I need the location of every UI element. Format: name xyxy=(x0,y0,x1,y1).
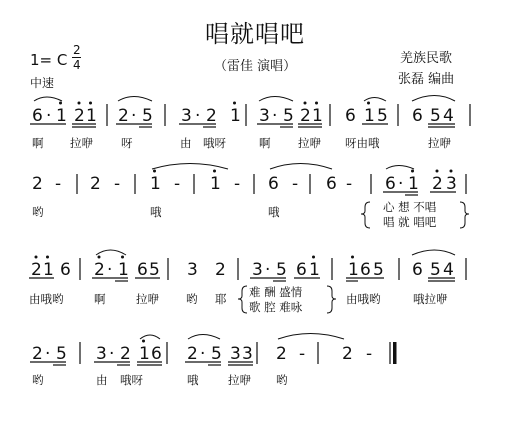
lyrics-1 xyxy=(32,136,451,150)
svg-text:1: 1 xyxy=(364,106,375,126)
svg-text:-: - xyxy=(174,174,181,194)
svg-text:6: 6 xyxy=(345,106,356,126)
svg-text:1: 1 xyxy=(210,174,221,194)
svg-text:6: 6 xyxy=(137,260,148,280)
lyric: 拉咿 xyxy=(136,292,159,306)
svg-text:3: 3 xyxy=(187,260,198,280)
svg-text:·: · xyxy=(398,174,404,194)
svg-text:2: 2 xyxy=(215,260,226,280)
svg-text:3: 3 xyxy=(181,106,192,126)
svg-text:2: 2 xyxy=(342,344,353,364)
svg-text:2: 2 xyxy=(187,344,198,364)
tempo-marking: 中速 xyxy=(30,76,55,90)
svg-text:2: 2 xyxy=(300,106,311,126)
svg-text:6: 6 xyxy=(32,106,43,126)
measure-10 xyxy=(210,170,240,195)
svg-text:1: 1 xyxy=(118,260,129,280)
svg-text:3: 3 xyxy=(259,106,270,126)
svg-text:4: 4 xyxy=(443,106,454,126)
svg-text:4: 4 xyxy=(443,260,454,280)
svg-text:1: 1 xyxy=(230,106,241,126)
measure-17 xyxy=(252,256,320,281)
svg-text:1: 1 xyxy=(309,260,320,280)
svg-text:-: - xyxy=(234,174,241,194)
svg-text:-: - xyxy=(292,174,299,194)
lyrics-4 xyxy=(32,373,288,387)
svg-text:2: 2 xyxy=(32,174,43,194)
svg-text:1: 1 xyxy=(312,106,323,126)
measure-5 xyxy=(345,102,388,127)
measure-13 xyxy=(385,170,457,195)
lyric: 拉咿 xyxy=(298,136,321,150)
svg-text:1: 1 xyxy=(43,260,54,280)
system-1 xyxy=(30,96,470,128)
svg-text:1: 1 xyxy=(348,260,359,280)
bracket-lyric: 难 酬 盛情 xyxy=(249,285,303,299)
time-signature-bottom: 4 xyxy=(73,58,81,72)
svg-text:·: · xyxy=(45,344,51,364)
measure-19 xyxy=(412,260,454,280)
key-signature: 1= C xyxy=(30,51,68,69)
lyric: 哦呀 xyxy=(203,136,226,150)
svg-text:5: 5 xyxy=(430,260,441,280)
measure-9 xyxy=(150,170,180,195)
bracket-lyric: 唱 就 唱吧 xyxy=(383,215,437,229)
measure-21 xyxy=(96,340,162,365)
lyric: 哟 xyxy=(186,292,198,306)
svg-text:2: 2 xyxy=(31,260,42,280)
lyric: 哦拉咿 xyxy=(413,292,448,306)
lyric: 拉咿 xyxy=(70,136,93,150)
svg-text:·: · xyxy=(107,260,113,280)
measure-15 xyxy=(94,256,160,281)
time-signature-top: 2 xyxy=(73,43,81,57)
lyric: 拉咿 xyxy=(428,136,451,150)
svg-text:·: · xyxy=(200,344,206,364)
svg-text:3: 3 xyxy=(96,344,107,364)
measure-4 xyxy=(259,102,323,127)
measure-3 xyxy=(181,102,241,127)
svg-text:2: 2 xyxy=(120,344,131,364)
measure-11 xyxy=(268,174,298,194)
svg-text:2: 2 xyxy=(74,106,85,126)
svg-text:-: - xyxy=(55,174,62,194)
measure-1 xyxy=(32,102,97,127)
performer-subtitle: （雷佳 演唱） xyxy=(214,59,297,74)
svg-text:6: 6 xyxy=(412,260,423,280)
composer-credit: 张磊 编曲 xyxy=(398,72,455,87)
measure-20 xyxy=(32,344,67,364)
svg-text:-: - xyxy=(346,174,353,194)
lyric: 由哦哟 xyxy=(29,292,64,306)
svg-text:2: 2 xyxy=(32,344,43,364)
svg-text:5: 5 xyxy=(149,260,160,280)
lyric: 啊 xyxy=(259,136,271,150)
measure-7 xyxy=(32,174,61,194)
origin-credit: 羌族民歌 xyxy=(400,51,453,66)
svg-text:2: 2 xyxy=(432,174,443,194)
svg-text:5: 5 xyxy=(142,106,153,126)
svg-text:5: 5 xyxy=(373,260,384,280)
svg-text:5: 5 xyxy=(283,106,294,126)
measure-14 xyxy=(31,256,71,281)
svg-text:-: - xyxy=(299,344,306,364)
svg-text:1: 1 xyxy=(56,106,67,126)
lyric: 哟 xyxy=(276,373,288,387)
system-4 xyxy=(30,334,397,366)
svg-text:·: · xyxy=(131,106,137,126)
lyric: 哦 xyxy=(268,205,280,219)
measure-24 xyxy=(342,344,372,364)
measure-12 xyxy=(326,174,352,194)
svg-text:1: 1 xyxy=(408,174,419,194)
svg-text:2: 2 xyxy=(118,106,129,126)
lyric: 由 xyxy=(96,373,108,387)
lyric: 哦 xyxy=(187,373,199,387)
lyric: 耶 xyxy=(215,292,227,306)
bracket-lyric: 歌 腔 难咏 xyxy=(249,300,303,314)
lyric: 哟 xyxy=(32,373,44,387)
svg-text:·: · xyxy=(109,344,115,364)
svg-text:6: 6 xyxy=(412,106,423,126)
svg-text:·: · xyxy=(195,106,201,126)
svg-text:3: 3 xyxy=(242,344,253,364)
svg-text:·: · xyxy=(265,260,271,280)
svg-text:6: 6 xyxy=(151,344,162,364)
measure-8 xyxy=(90,174,120,194)
svg-text:2: 2 xyxy=(206,106,217,126)
lyric: 啊 xyxy=(94,292,106,306)
lyric: 拉咿 xyxy=(228,373,251,387)
lyric: 由 xyxy=(180,136,192,150)
measure-16 xyxy=(187,260,226,280)
lyric: 哦 xyxy=(150,205,162,219)
lyric: 啊 xyxy=(32,136,44,150)
svg-text:5: 5 xyxy=(56,344,67,364)
lyric: 呀由哦 xyxy=(345,136,380,150)
svg-text:5: 5 xyxy=(211,344,222,364)
lyric: 哦呀 xyxy=(120,373,143,387)
svg-text:3: 3 xyxy=(252,260,263,280)
measure-23 xyxy=(276,344,305,364)
measure-2 xyxy=(118,106,153,126)
svg-text:3: 3 xyxy=(230,344,241,364)
svg-text:5: 5 xyxy=(276,260,287,280)
svg-text:6: 6 xyxy=(326,174,337,194)
measure-22 xyxy=(187,344,253,364)
lyric: 哟 xyxy=(32,205,44,219)
svg-text:2: 2 xyxy=(276,344,287,364)
svg-text:6: 6 xyxy=(360,260,371,280)
lyrics-2 xyxy=(32,200,437,229)
svg-text:-: - xyxy=(366,344,373,364)
svg-text:3: 3 xyxy=(446,174,457,194)
measure-18 xyxy=(348,256,384,281)
svg-text:6: 6 xyxy=(296,260,307,280)
svg-text:1: 1 xyxy=(86,106,97,126)
svg-text:5: 5 xyxy=(430,106,441,126)
song-title: 唱就唱吧 xyxy=(205,20,305,48)
bracket-lyric: 心 想 不唱 xyxy=(383,200,437,214)
svg-text:·: · xyxy=(272,106,278,126)
svg-text:6: 6 xyxy=(385,174,396,194)
svg-text:2: 2 xyxy=(94,260,105,280)
lyric: 呀 xyxy=(121,136,133,150)
measure-6 xyxy=(412,106,454,126)
svg-text:1: 1 xyxy=(150,174,161,194)
svg-text:2: 2 xyxy=(90,174,101,194)
svg-text:5: 5 xyxy=(377,106,388,126)
svg-text:·: · xyxy=(46,106,52,126)
svg-text:6: 6 xyxy=(60,260,71,280)
svg-text:-: - xyxy=(114,174,121,194)
svg-text:1: 1 xyxy=(139,344,150,364)
lyric: 由哦哟 xyxy=(346,292,381,306)
svg-text:6: 6 xyxy=(268,174,279,194)
